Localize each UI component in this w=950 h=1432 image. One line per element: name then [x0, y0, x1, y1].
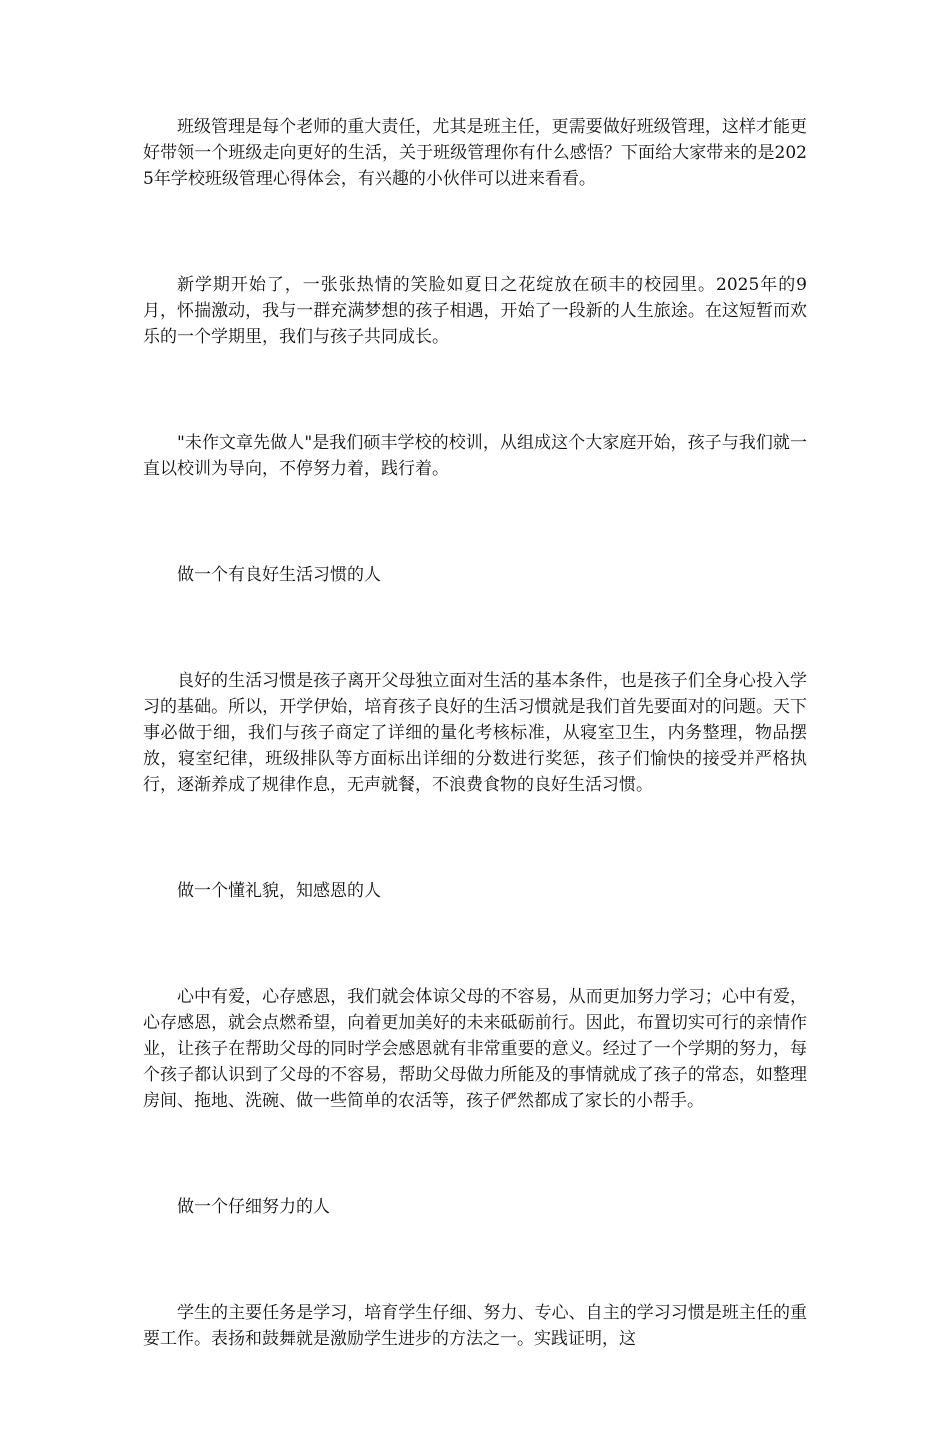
- new-semester-paragraph: 新学期开始了，一张张热情的笑脸如夏日之花绽放在硕丰的校园里。2025年的9月，怀揣激动，我与一群充满梦想的孩子相遇，开始了一段新的人生旅途。在这短暂而欢乐的一个学期里，我们与孩子共同成长。: [143, 275, 807, 347]
- document-body: [143, 114, 807, 1432]
- school-motto-paragraph: "未作文章先做人"是我们硕丰学校的校训，从组成这个大家庭开始，孩子与我们就一直以校训为导向，不停努力着，践行着。: [143, 433, 807, 479]
- diligence-paragraph: 学生的主要任务是学习，培育学生仔细、努力、专心、自主的学习习惯是班主任的重要工作。表扬和鼓舞就是激励学生进步的方法之一。实践证明，这: [143, 1303, 807, 1349]
- intro-paragraph: 班级管理是每个老师的重大责任，尤其是班主任，更需要做好班级管理，这样才能更好带领一个班级走向更好的生活，关于班级管理你有什么感悟？下面给大家带来的是2025年学校班级管理心得体会，有兴趣的小伙伴可以进来看看。: [143, 117, 807, 189]
- section-heading-diligence: 做一个仔细努力的人: [177, 1197, 330, 1217]
- section-heading-living-habits: 做一个有良好生活习惯的人: [177, 565, 381, 585]
- gratitude-paragraph: 心中有爱，心存感恩，我们就会体谅父母的不容易，从而更加努力学习；心中有爱，心存感恩，就会点燃希望，向着更加美好的未来砥砺前行。因此，布置切实可行的亲情作业，让孩子在帮助父母的同时学会感恩就有非常重要的意义。经过了一个学期的努力，每个孩子都认识到了父母的不容易，帮助父母做力所能及的事情就成了孩子的常态，如整理房间、拖地、洗碗、做一些简单的农活等，孩子俨然都成了家长的小帮手。: [143, 987, 807, 1111]
- living-habits-paragraph: 良好的生活习惯是孩子离开父母独立面对生活的基本条件，也是孩子们全身心投入学习的基础。所以，开学伊始，培育孩子良好的生活习惯就是我们首先要面对的问题。天下事必做于细，我们与孩子商定了详细的量化考核标准，从寝室卫生，内务整理，物品摆放，寝室纪律，班级排队等方面标出详细的分数进行奖惩，孩子们愉快的接受并严格执行，逐渐养成了规律作息，无声就餐，不浪费食物的良好生活习惯。: [143, 671, 807, 795]
- section-heading-gratitude: 做一个懂礼貌，知感恩的人: [177, 881, 381, 901]
